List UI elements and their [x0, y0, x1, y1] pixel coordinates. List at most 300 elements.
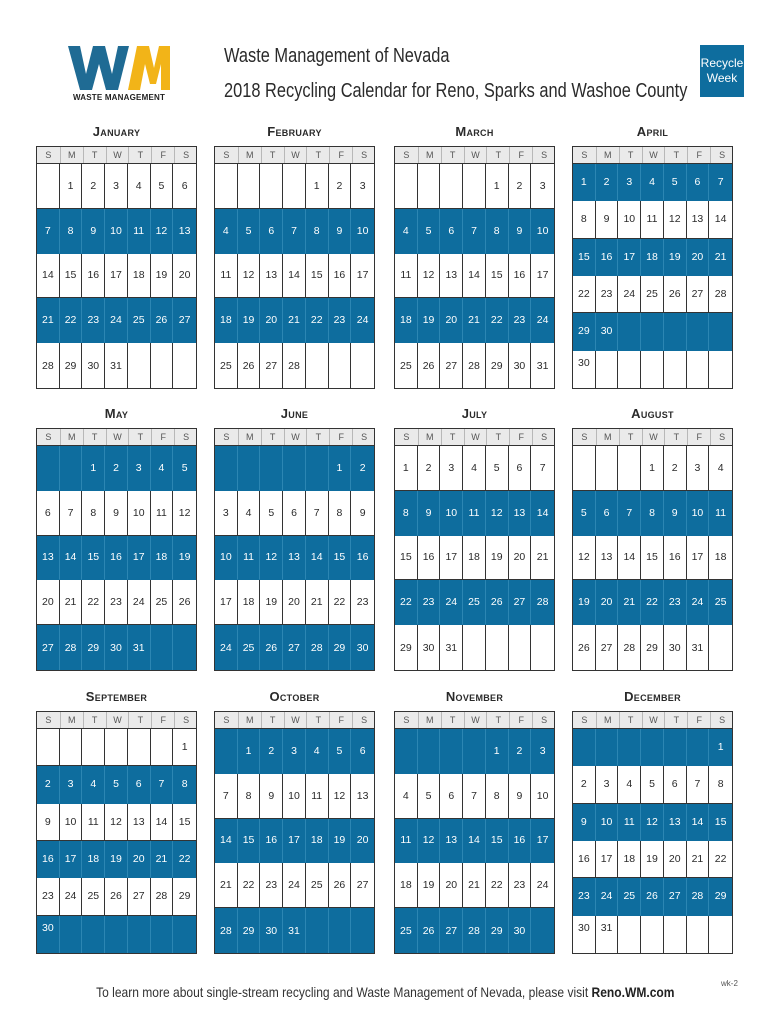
day-cell	[618, 446, 641, 491]
recycle-day-cell: 23	[418, 580, 441, 625]
recycle-day-cell: 19	[238, 298, 261, 343]
recycle-day-cell	[329, 908, 352, 953]
day-cell: 19	[418, 863, 441, 908]
weekday-label: S	[581, 150, 588, 160]
day-cell: 8	[709, 766, 732, 803]
weekday-label: M	[238, 429, 261, 445]
recycle-day-cell	[151, 625, 174, 670]
day-cell: 27	[440, 343, 463, 388]
day-cell	[573, 446, 596, 491]
weekday-header	[572, 146, 733, 164]
recycle-day-cell: 18	[395, 298, 418, 343]
day-cell: 5	[486, 446, 509, 491]
day-cell: 14	[463, 254, 486, 299]
recycle-day-cell: 7	[151, 766, 174, 803]
recycle-day-cell: 30	[105, 625, 128, 670]
day-cell: 24	[531, 863, 554, 908]
weekday-label: W	[464, 429, 487, 445]
day-cell: 9	[596, 201, 619, 238]
day-cell: 8	[238, 774, 261, 819]
day-cell: 24	[60, 878, 83, 915]
day-cell: 15	[641, 536, 664, 581]
day-cell: 29	[486, 343, 509, 388]
recycle-day-cell: 10	[215, 536, 238, 581]
day-cell: 26	[173, 580, 196, 625]
weekday-label: M	[60, 147, 83, 163]
day-cell: 26	[573, 625, 596, 670]
recycle-day-cell: 9	[509, 209, 532, 254]
day-cell: 25	[395, 343, 418, 388]
weekday-label: S	[352, 147, 375, 163]
day-cell: 22	[329, 580, 352, 625]
recycle-day-cell: 1	[238, 729, 261, 774]
weekday-label: T	[83, 712, 106, 728]
weekday-label: S	[532, 429, 555, 445]
recycle-day-cell: 27	[173, 298, 196, 343]
day-cell	[173, 343, 196, 388]
weekday-label: F	[329, 712, 352, 728]
day-cell: 17	[105, 254, 128, 299]
day-cell: 3	[531, 164, 554, 209]
day-cell	[664, 351, 687, 388]
day-cell	[687, 351, 710, 388]
day-cell: 23	[105, 580, 128, 625]
recycle-day-cell: 15	[709, 804, 732, 841]
day-cell: 14	[283, 254, 306, 299]
recycle-day-cell: 5	[664, 164, 687, 201]
day-cell: 26	[418, 343, 441, 388]
recycle-day-cell: 16	[260, 819, 283, 864]
recycle-day-cell: 5	[329, 729, 352, 774]
day-cell: 18	[618, 841, 641, 878]
weekday-label: S	[174, 429, 197, 445]
day-cell: 20	[664, 841, 687, 878]
day-cell	[486, 625, 509, 670]
weekday-label: S	[403, 715, 410, 725]
day-cell: 4	[128, 164, 151, 209]
weekday-header	[214, 146, 375, 164]
day-cell: 31	[105, 343, 128, 388]
day-cell: 2	[573, 766, 596, 803]
recycle-day-cell: 5	[418, 209, 441, 254]
day-cell	[151, 343, 174, 388]
recycle-day-cell: 8	[395, 491, 418, 536]
day-cell: 10	[60, 804, 83, 841]
weekday-label: M	[418, 712, 441, 728]
day-cell: 29	[60, 343, 83, 388]
month-grid	[36, 728, 197, 954]
recycle-day-cell: 30	[596, 313, 619, 350]
recycle-day-cell: 30	[260, 908, 283, 953]
recycle-day-cell: 13	[283, 536, 306, 581]
recycle-day-cell: 28	[531, 580, 554, 625]
recycle-day-cell: 1	[573, 164, 596, 201]
recycle-day-cell: 4	[306, 729, 329, 774]
recycle-day-cell: 20	[260, 298, 283, 343]
day-cell: 25	[306, 863, 329, 908]
recycle-day-cell: 18	[215, 298, 238, 343]
day-cell: 30	[82, 343, 105, 388]
day-cell	[463, 625, 486, 670]
recycle-day-cell: 2	[105, 446, 128, 491]
day-cell	[37, 729, 60, 766]
weekday-label: S	[532, 712, 555, 728]
recycle-day-cell: 14	[687, 804, 710, 841]
day-cell	[641, 916, 664, 953]
recycle-day-cell: 3	[283, 729, 306, 774]
recycle-day-cell: 6	[596, 491, 619, 536]
recycle-day-cell: 16	[105, 536, 128, 581]
month-name: October	[269, 689, 320, 704]
day-cell: 10	[128, 491, 151, 536]
day-cell: 6	[283, 491, 306, 536]
recycle-day-cell: 15	[486, 819, 509, 864]
recycle-day-cell: 11	[463, 491, 486, 536]
footer-text: To learn more about single-stream recycling and Waste Management of Nevada, please visit	[95, 984, 592, 1000]
recycle-day-cell: 19	[329, 819, 352, 864]
weekday-header	[36, 428, 197, 446]
weekday-label: T	[261, 147, 284, 163]
logo-wordmark: WASTE MANAGEMENT	[72, 93, 166, 102]
recycle-day-cell: 3	[128, 446, 151, 491]
weekday-label: T	[83, 147, 106, 163]
weekday-label: S	[710, 712, 733, 728]
weekday-label: S	[45, 150, 52, 160]
day-cell	[215, 164, 238, 209]
recycle-day-cell: 10	[596, 804, 619, 841]
day-cell: 18	[395, 863, 418, 908]
day-cell: 14	[37, 254, 60, 299]
recycle-day-cell: 13	[173, 209, 196, 254]
recycle-day-cell: 23	[82, 298, 105, 343]
recycle-day-cell	[215, 446, 238, 491]
weekday-label: T	[128, 712, 151, 728]
month-name: July	[461, 406, 488, 421]
day-cell	[687, 916, 710, 953]
recycle-day-cell: 13	[440, 819, 463, 864]
day-cell: 1	[395, 446, 418, 491]
day-cell: 21	[215, 863, 238, 908]
day-cell: 9	[105, 491, 128, 536]
weekday-label: S	[174, 147, 197, 163]
recycle-day-cell: 11	[618, 804, 641, 841]
day-cell	[418, 164, 441, 209]
day-cell: 7	[531, 446, 554, 491]
recycle-day-cell: 16	[37, 841, 60, 878]
recycle-day-cell: 21	[151, 841, 174, 878]
recycle-day-cell: 6	[351, 729, 374, 774]
day-cell	[709, 916, 732, 953]
recycle-day-cell: 16	[509, 819, 532, 864]
recycle-day-cell: 10	[687, 491, 710, 536]
month-name: November	[445, 689, 504, 704]
weekday-label: S	[581, 432, 588, 442]
footer-link[interactable]: Reno.WM.com	[591, 984, 675, 1000]
day-cell	[260, 164, 283, 209]
recycle-day-cell: 12	[641, 804, 664, 841]
recycle-day-cell: 28	[215, 908, 238, 953]
recycle-day-cell: 27	[440, 908, 463, 953]
wm-logo	[66, 44, 172, 106]
day-cell: 12	[105, 804, 128, 841]
month-grid	[36, 163, 197, 389]
day-cell: 19	[641, 841, 664, 878]
recycle-day-cell: 2	[260, 729, 283, 774]
day-cell: 16	[664, 536, 687, 581]
day-cell	[509, 625, 532, 670]
weekday-label: M	[238, 712, 261, 728]
recycle-day-cell: 1	[486, 729, 509, 774]
month-grid	[394, 445, 555, 671]
weekday-label: S	[223, 432, 230, 442]
weekday-label: S	[403, 150, 410, 160]
weekday-label: F	[687, 429, 710, 445]
recycle-day-cell: 18	[151, 536, 174, 581]
recycle-day-cell: 21	[709, 239, 732, 276]
weekday-label: S	[223, 150, 230, 160]
day-cell: 9	[37, 804, 60, 841]
recycle-day-cell: 18	[641, 239, 664, 276]
weekday-label: T	[261, 712, 284, 728]
wm-logo-mark	[66, 44, 172, 92]
recycle-day-cell	[531, 908, 554, 953]
day-cell: 15	[486, 254, 509, 299]
recycle-day-cell: 25	[238, 625, 261, 670]
day-cell: 11	[82, 804, 105, 841]
recycle-day-cell: 23	[329, 298, 352, 343]
day-cell	[128, 729, 151, 766]
weekday-label: F	[509, 147, 532, 163]
day-cell: 17	[531, 254, 554, 299]
day-cell: 5	[418, 774, 441, 819]
weekday-label: T	[486, 429, 509, 445]
weekday-label: S	[45, 432, 52, 442]
weekday-label: T	[306, 429, 329, 445]
day-cell: 1	[486, 164, 509, 209]
day-cell: 27	[128, 878, 151, 915]
recycle-day-cell: 10	[105, 209, 128, 254]
day-cell: 14	[709, 201, 732, 238]
weekday-label: F	[151, 147, 174, 163]
weekday-label: S	[710, 147, 733, 163]
recycle-day-cell: 28	[463, 908, 486, 953]
weekday-label: S	[532, 147, 555, 163]
day-cell: 13	[687, 201, 710, 238]
recycle-day-cell: 28	[687, 878, 710, 915]
recycle-day-cell	[60, 916, 83, 953]
weekday-label: T	[128, 147, 151, 163]
recycle-day-cell: 2	[351, 446, 374, 491]
recycle-day-cell: 30	[509, 908, 532, 953]
recycle-day-cell: 4	[641, 164, 664, 201]
recycle-day-cell	[687, 313, 710, 350]
recycle-day-cell: 11	[709, 491, 732, 536]
recycle-day-cell: 8	[486, 209, 509, 254]
day-cell: 10	[283, 774, 306, 819]
weekday-label: S	[710, 429, 733, 445]
day-cell: 6	[173, 164, 196, 209]
day-cell	[82, 729, 105, 766]
recycle-day-cell: 13	[37, 536, 60, 581]
recycle-day-cell: 21	[37, 298, 60, 343]
page-title: Waste Management of Nevada	[224, 45, 450, 67]
day-cell: 22	[709, 841, 732, 878]
recycle-day-cell: 9	[329, 209, 352, 254]
month-grid	[572, 163, 733, 389]
day-cell: 4	[618, 766, 641, 803]
day-cell: 28	[709, 276, 732, 313]
recycle-day-cell: 27	[283, 625, 306, 670]
day-cell: 21	[531, 536, 554, 581]
recycle-day-cell: 9	[418, 491, 441, 536]
weekday-label: F	[509, 712, 532, 728]
day-cell: 1	[60, 164, 83, 209]
recycle-day-cell: 12	[486, 491, 509, 536]
day-cell: 19	[151, 254, 174, 299]
recycle-day-cell: 2	[509, 729, 532, 774]
recycle-day-cell: 17	[60, 841, 83, 878]
day-cell: 6	[509, 446, 532, 491]
day-cell: 23	[37, 878, 60, 915]
weekday-label: M	[418, 429, 441, 445]
day-cell: 25	[215, 343, 238, 388]
recycle-day-cell: 14	[306, 536, 329, 581]
day-cell: 21	[306, 580, 329, 625]
month-name: September	[85, 689, 148, 704]
recycle-day-cell: 19	[418, 298, 441, 343]
weekday-label: W	[106, 712, 129, 728]
day-cell: 22	[573, 276, 596, 313]
day-cell: 11	[215, 254, 238, 299]
recycle-day-cell: 13	[509, 491, 532, 536]
day-cell: 23	[351, 580, 374, 625]
recycle-day-cell: 11	[238, 536, 261, 581]
recycle-day-cell: 7	[283, 209, 306, 254]
day-cell: 28	[37, 343, 60, 388]
weekday-label: S	[223, 715, 230, 725]
weekday-label: T	[486, 147, 509, 163]
day-cell: 24	[128, 580, 151, 625]
month-grid	[214, 163, 375, 389]
weekday-label: T	[619, 429, 642, 445]
day-cell: 17	[596, 841, 619, 878]
day-cell: 13	[128, 804, 151, 841]
day-cell: 24	[283, 863, 306, 908]
month-name: August	[631, 406, 674, 421]
recycle-day-cell: 22	[486, 298, 509, 343]
day-cell: 12	[664, 201, 687, 238]
day-cell: 3	[440, 446, 463, 491]
weekday-label: S	[352, 429, 375, 445]
weekday-label: T	[441, 147, 464, 163]
day-cell: 3	[105, 164, 128, 209]
day-cell: 26	[664, 276, 687, 313]
recycle-day-cell: 17	[618, 239, 641, 276]
day-cell: 16	[573, 841, 596, 878]
weekday-label: F	[687, 147, 710, 163]
recycle-day-cell	[351, 908, 374, 953]
recycle-day-cell	[664, 729, 687, 766]
recycle-day-cell: 15	[82, 536, 105, 581]
recycle-day-cell: 25	[395, 908, 418, 953]
day-cell: 20	[173, 254, 196, 299]
recycle-day-cell: 16	[596, 239, 619, 276]
month-name: December	[624, 689, 681, 704]
recycle-day-cell: 20	[440, 298, 463, 343]
weekday-label: F	[151, 429, 174, 445]
day-cell: 10	[531, 774, 554, 819]
recycle-day-cell	[260, 446, 283, 491]
recycle-day-cell: 26	[486, 580, 509, 625]
day-cell: 23	[509, 863, 532, 908]
day-cell: 12	[329, 774, 352, 819]
day-cell: 28	[151, 878, 174, 915]
day-cell	[596, 351, 619, 388]
recycle-day-cell: 22	[60, 298, 83, 343]
day-cell: 18	[709, 536, 732, 581]
day-cell: 11	[395, 254, 418, 299]
recycle-day-cell: 9	[664, 491, 687, 536]
day-cell: 22	[238, 863, 261, 908]
recycle-day-cell: 20	[596, 580, 619, 625]
recycle-day-cell: 6	[440, 209, 463, 254]
recycle-day-cell: 24	[215, 625, 238, 670]
recycle-day-cell: 21	[283, 298, 306, 343]
recycle-day-cell	[128, 916, 151, 953]
weekday-header	[572, 428, 733, 446]
day-cell: 8	[486, 774, 509, 819]
recycle-day-cell: 28	[306, 625, 329, 670]
day-cell: 27	[596, 625, 619, 670]
day-cell	[60, 729, 83, 766]
day-cell: 18	[128, 254, 151, 299]
weekday-label: M	[238, 147, 261, 163]
recycle-day-cell: 4	[215, 209, 238, 254]
day-cell: 29	[395, 625, 418, 670]
recycle-day-cell: 28	[60, 625, 83, 670]
recycle-day-cell: 1	[329, 446, 352, 491]
day-cell: 3	[215, 491, 238, 536]
day-cell: 26	[329, 863, 352, 908]
day-cell: 5	[151, 164, 174, 209]
month-name: April	[636, 124, 669, 139]
recycle-day-cell	[618, 729, 641, 766]
weekday-label: S	[581, 715, 588, 725]
recycle-day-cell: 12	[260, 536, 283, 581]
recycle-day-cell	[173, 625, 196, 670]
weekday-label: T	[261, 429, 284, 445]
recycle-day-cell: 26	[151, 298, 174, 343]
day-cell: 30	[664, 625, 687, 670]
day-cell: 7	[463, 774, 486, 819]
recycle-day-cell: 27	[664, 878, 687, 915]
weekday-label: W	[642, 147, 665, 163]
month-grid	[36, 445, 197, 671]
day-cell: 27	[351, 863, 374, 908]
day-cell	[596, 446, 619, 491]
recycle-day-cell: 8	[641, 491, 664, 536]
month-grid	[394, 728, 555, 954]
recycle-day-cell	[37, 446, 60, 491]
weekday-header	[394, 711, 555, 729]
day-cell	[709, 625, 732, 670]
recycle-day-cell: 14	[60, 536, 83, 581]
day-cell: 26	[238, 343, 261, 388]
recycle-day-cell: 26	[418, 908, 441, 953]
day-cell: 9	[351, 491, 374, 536]
recycle-day-cell: 21	[618, 580, 641, 625]
day-cell: 20	[283, 580, 306, 625]
